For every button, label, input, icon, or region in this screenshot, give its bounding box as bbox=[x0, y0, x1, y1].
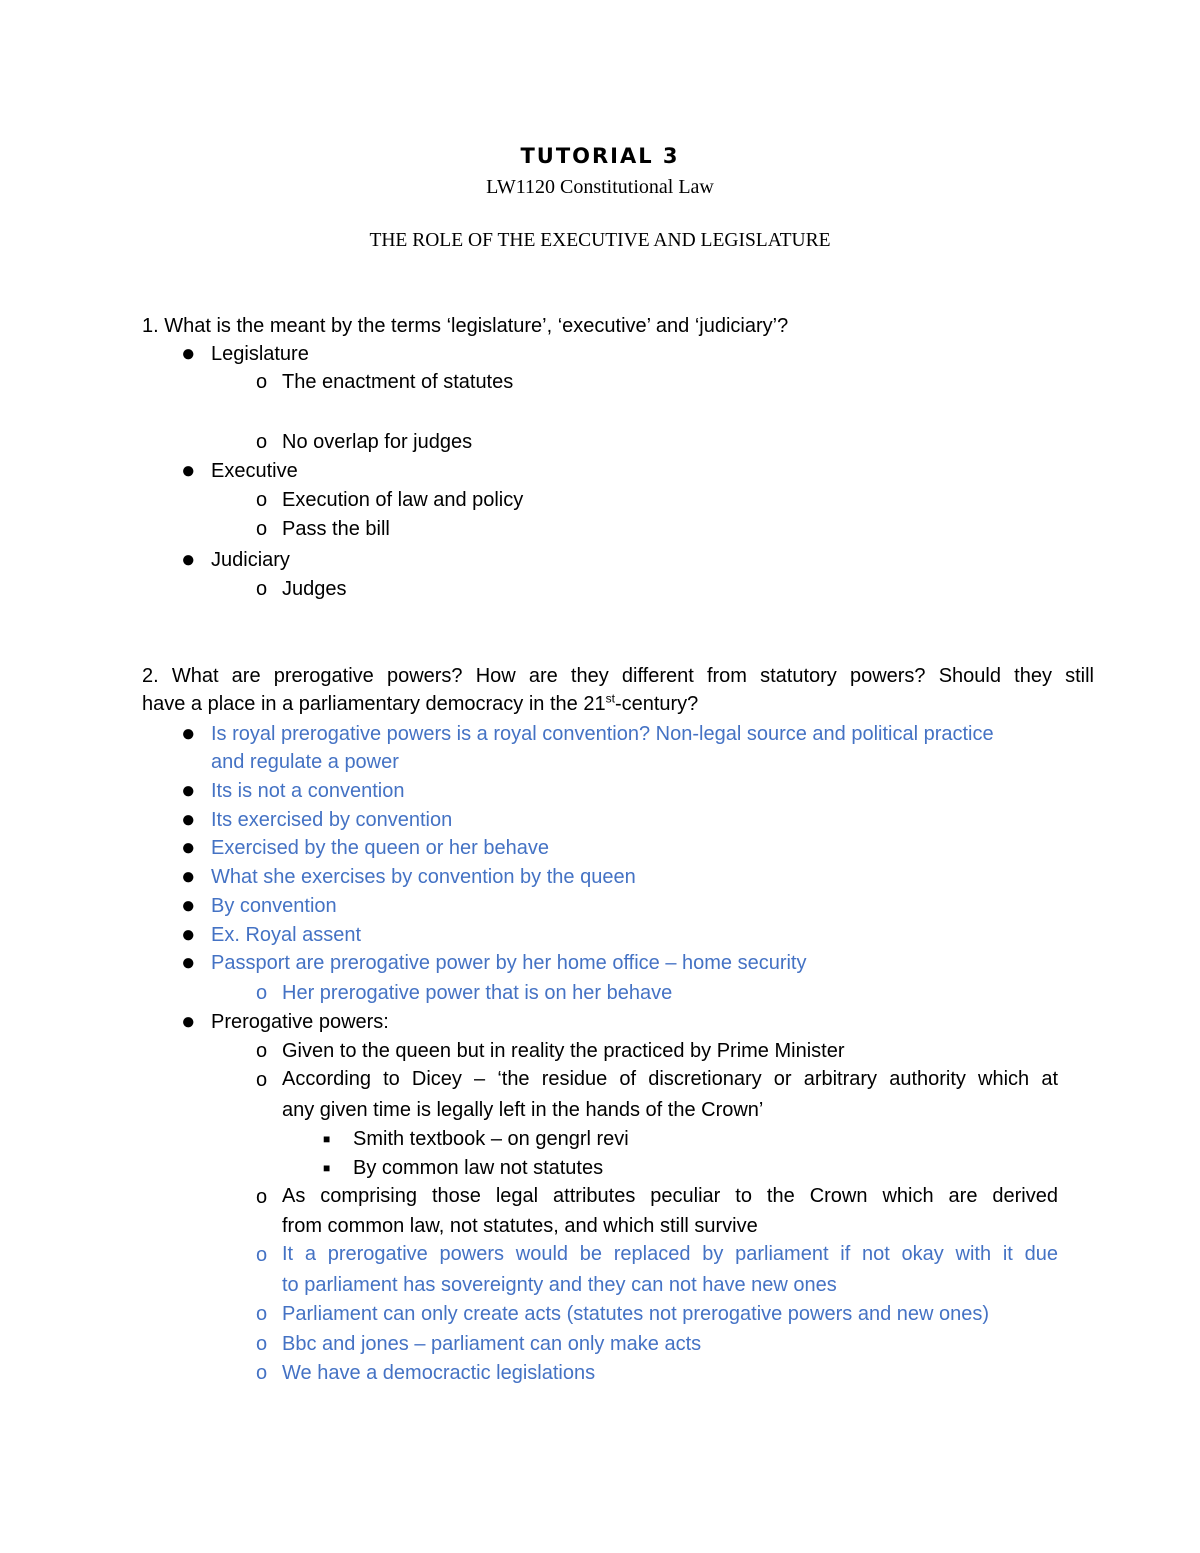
sub-list-item-continued: any given time is legally left in the hands of the Crown’ bbox=[282, 1099, 764, 1121]
course-code: LW1120 Constitutional Law bbox=[486, 176, 714, 198]
sub-list-item: Judges bbox=[282, 578, 347, 600]
question-1: 1. What is the meant by the terms ‘legislature’, ‘executive’ and ‘judiciary’? bbox=[142, 315, 789, 337]
note-item: By convention bbox=[211, 895, 337, 917]
section-heading: THE ROLE OF THE EXECUTIVE AND LEGISLATURE bbox=[369, 230, 831, 251]
sub-note-item: Parliament can only create acts (statutes not prerogative powers and new ones) bbox=[282, 1303, 990, 1325]
sub-list-item: Pass the bill bbox=[282, 518, 390, 540]
sub-list-item: As comprising those legal attributes peculiar to the Crown which are derived bbox=[282, 1185, 1058, 1207]
sub-note-item: Her prerogative power that is on her behave bbox=[282, 982, 673, 1004]
list-item-judiciary: Judiciary bbox=[211, 549, 290, 571]
sub-list-item: No overlap for judges bbox=[282, 431, 473, 453]
note-item: Exercised by the queen or her behave bbox=[211, 837, 549, 859]
sub-note-item-continued: to parliament has sovereignty and they can not have new ones bbox=[282, 1274, 837, 1296]
note-item: Is royal prerogative powers is a royal convention? Non-legal source and political practice bbox=[211, 723, 994, 745]
sub-list-item: Execution of law and policy bbox=[282, 489, 524, 511]
page-title: TUTORIAL 3 bbox=[520, 144, 680, 168]
list-item-prerogative-powers: Prerogative powers: bbox=[211, 1011, 389, 1033]
sub-sub-list-item: Smith textbook – on gengrl revi bbox=[353, 1128, 629, 1150]
sub-sub-list-item: By common law not statutes bbox=[353, 1157, 604, 1179]
sub-note-item: It a prerogative powers would be replaced by parliament if not okay with it due bbox=[282, 1243, 1058, 1265]
question-2-line-2: have a place in a parliamentary democracy in the 21st-century? bbox=[142, 691, 699, 715]
note-item: Its is not a convention bbox=[211, 780, 405, 802]
sub-note-item: We have a democractic legislations bbox=[282, 1362, 596, 1384]
sub-list-item: According to Dicey – ‘the residue of discretionary or arbitrary authority which at bbox=[282, 1068, 1058, 1090]
note-item: Passport are prerogative power by her home office – home security bbox=[211, 952, 807, 974]
sub-list-item: Given to the queen but in reality the practiced by Prime Minister bbox=[282, 1040, 845, 1062]
document-page: TUTORIAL 3 LW1120 Constitutional Law THE ROLE OF THE EXECUTIVE AND LEGISLATURE 1. What is the meant by the terms ‘legislature’, ‘executive’ and ‘judiciary’? ● Legislature o The enactment of statutes o No overlap for judges ● Executive o Execution of law and policy o Pass the bill ● Judiciary o Judges 2. What are prerogative powers? How are they different from statutory powers? Should they still have a place in a parliamentary democracy in the 21st-century? ● Is royal prerogative powers is a royal convention? Non-legal source and political practice and regulate a power ● Its is not a convention ● Its exercised by convention ● Exercised by the queen or her behave ● What she exercises by convention by the queen ● By convention ● Ex. Royal assent ● Passport are prerogative power by her home office – home security o Her prerogative power that is on her behave ● Prerogative powers: o Given to the queen but in reality the practiced by Prime Minister o According to Dicey – ‘the residue of discretionary or arbitrary authority which at any given time is legally left in the hands of the Crown’ ■ Smith textbook – on gengrl revi ■ By common law not statutes o As comprising those legal attributes peculiar to the Crown which are derived from common law, not statutes, and which still survive o It a prerogative powers would be replaced by parliament if not okay with it due to parliament has sovereignty and they can not have new ones o Parliament can only create acts (statutes not prerogative powers and new ones) o Bbc and jones – parliament can only make acts o We have a democractic legislations bbox=[0, 0, 1200, 1553]
list-item-executive: Executive bbox=[211, 460, 298, 482]
sub-note-item: Bbc and jones – parliament can only make acts bbox=[282, 1333, 702, 1355]
list-item-legislature: Legislature bbox=[211, 343, 309, 365]
note-item: Ex. Royal assent bbox=[211, 924, 362, 946]
sub-list-item: The enactment of statutes bbox=[282, 371, 514, 393]
note-item: Its exercised by convention bbox=[211, 809, 453, 831]
note-item-continued: and regulate a power bbox=[211, 751, 399, 773]
sub-list-item-continued: from common law, not statutes, and which still survive bbox=[282, 1215, 758, 1237]
note-item: What she exercises by convention by the queen bbox=[211, 866, 636, 888]
question-2-line-1: 2. What are prerogative powers? How are they different from statutory powers? Should they still bbox=[142, 665, 1094, 687]
